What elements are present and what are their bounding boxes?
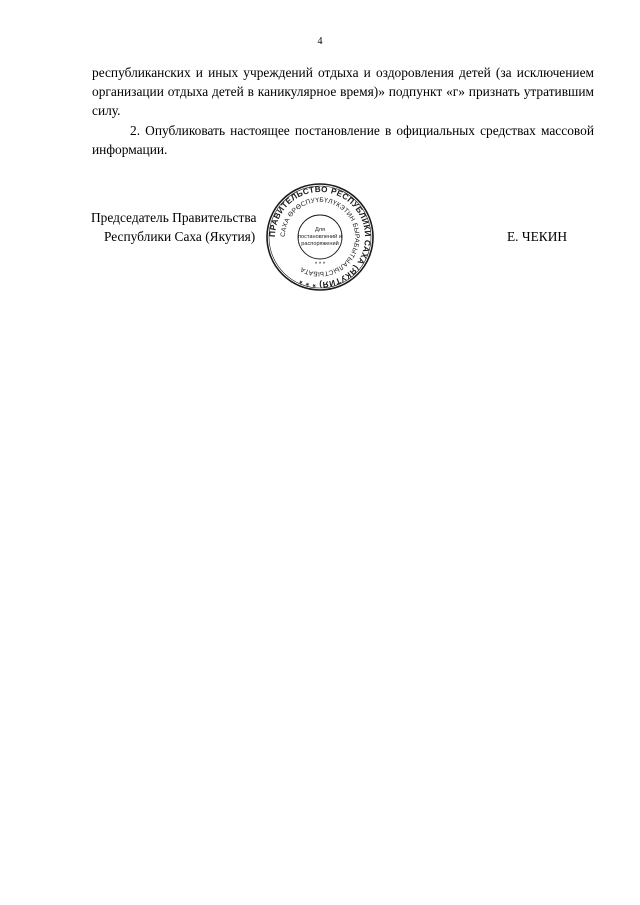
signatory-title-line2: Республики Саха (Якутия) (104, 229, 256, 244)
seal-center-line1: Для (314, 227, 326, 233)
paragraph-publish: 2. Опубликовать настоящее постановление в официальных средствах массовой информации. (92, 123, 594, 157)
seal-outer-text: ПРАВИТЕЛЬСТВО РЕСПУБЛИКИ САХА (ЯКУТИЯ) * * * (267, 184, 373, 290)
page-number: 4 (317, 36, 323, 47)
seal-stars: * * * (314, 262, 326, 268)
signatory-title-line1: Председатель Правительства (91, 210, 257, 225)
signatory-name: Е. ЧЕКИН (507, 229, 568, 244)
seal-inner-text: САХА ӨРӨСПУҮБҮЛҮКЭТИН БЫРАБЫТЫАЛЫСТЫБАТА (279, 196, 361, 278)
official-seal (265, 182, 375, 292)
paragraph-continuation: республиканских и иных учреждений отдыха и оздоровления детей (за исключением организации отдыха детей в каникулярное время)» подпункт «г» признать утратившим силу. (92, 65, 594, 118)
seal-center-line3: распоряжений (301, 241, 339, 247)
seal-center-line2: постановлений и (298, 234, 342, 240)
